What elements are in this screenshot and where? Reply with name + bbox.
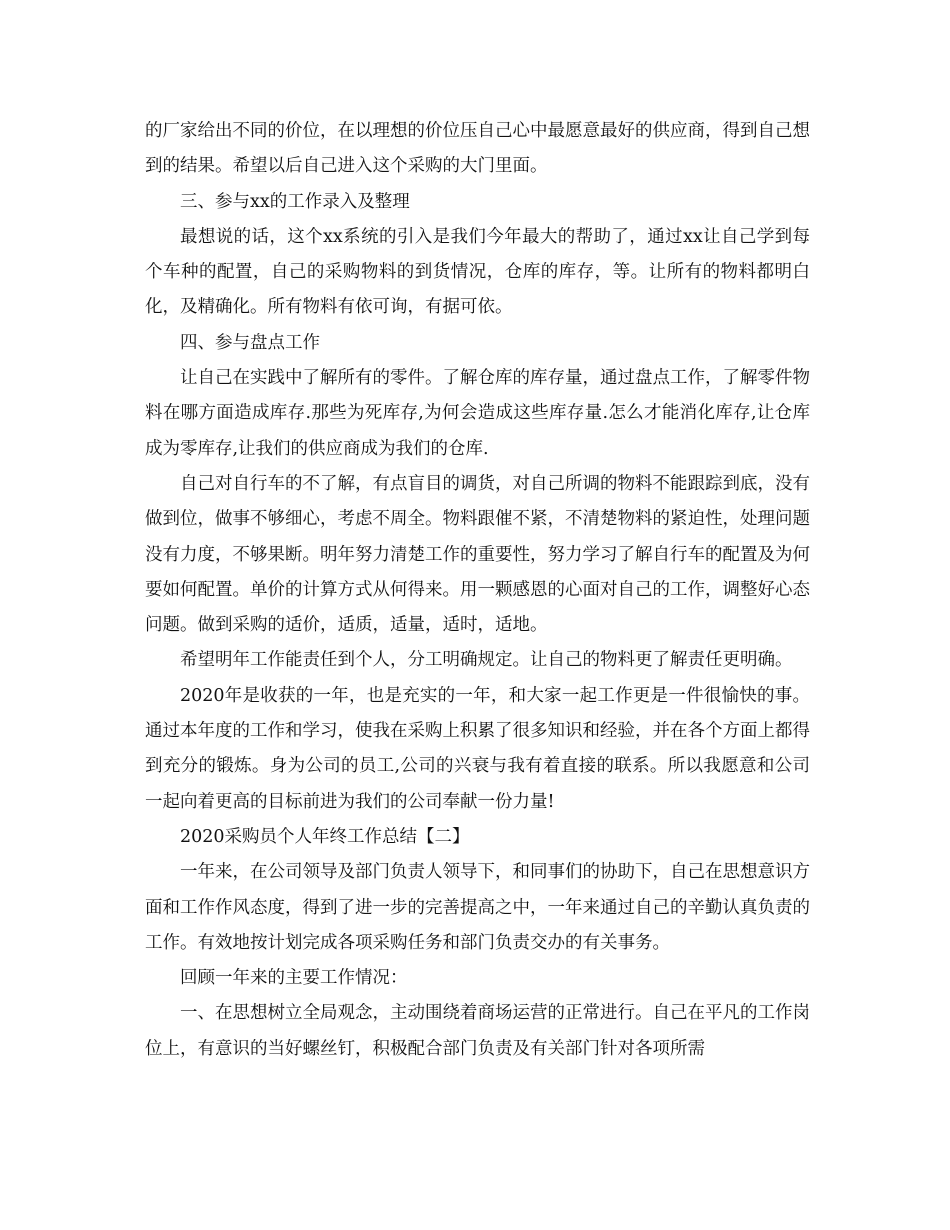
section-heading-4: 四、参与盘点工作	[180, 332, 320, 353]
document-subtitle: 2020采购员个人年终工作总结【二】	[180, 826, 470, 847]
paragraph-continuation: 的厂家给出不同的价位，在以理想的价位压自己心中最愿意最好的供应商，得到自己想到的结果。希望以后自己进入这个采购的大门里面。	[145, 121, 810, 177]
paragraph-section-3: 最想说的话，这个xx系统的引入是我们今年最大的帮助了，通过xx让自己学到每个车种的配置，自己的采购物料的到货情况，仓库的库存，等。让所有的物料都明白化，及精确化。所有物料有依可询，有据可依。	[145, 226, 810, 318]
paragraph-intro-2: 一年来，在公司领导及部门负责人领导下，和同事们的协助下，自己在思想意识方面和工作作风态度，得到了进一步的完善提高之中，一年来通过自己的辛勤认真负责的工作。有效地按计划完成各项采购任务和部门负责交办的有关事务。	[145, 862, 810, 953]
paragraph-review: 回顾一年来的主要工作情况：	[180, 968, 408, 989]
paragraph-section-4: 让自己在实践中了解所有的零件。了解仓库的库存量，通过盘点工作，了解零件物料在哪方面造成库存.那些为死库存,为何会造成这些库存量.怎么才能消化库存,让仓库成为零库存,让我们的供应商成为我们的仓库.	[145, 368, 810, 459]
paragraph-summary: 2020年是收获的一年，也是充实的一年，和大家一起工作更是一件很愉快的事。通过本年度的工作和学习，使我在采购上积累了很多知识和经验，并在各个方面上都得到充分的锻炼。身为公司的员工,公司的兴衰与我有着直接的联系。所以我愿意和公司一起向着更高的目标前进为我们的公司奉献一份力量!	[145, 685, 810, 812]
paragraph-shortcomings: 自己对自行车的不了解，有点盲目的调货，对自己所调的物料不能跟踪到底，没有做到位，做事不够细心，考虑不周全。物料跟催不紧，不清楚物料的紧迫性，处理问题没有力度，不够果断。明年努力清楚工作的重要性，努力学习了解自行车的配置及为何要如何配置。单价的计算方式从何得来。用一颗感恩的心面对自己的工作，调整好心态问题。做到采购的适价，适质，适量，适时，适地。	[145, 473, 810, 636]
paragraph-hope: 希望明年工作能责任到个人，分工明确规定。让自己的物料更了解责任更明确。	[180, 650, 793, 671]
paragraph-item-1: 一、在思想树立全局观念，主动围绕着商场运营的正常进行。自己在平凡的工作岗位上，有意识的当好螺丝钉，积极配合部门负责及有关部门针对各项所需	[145, 1003, 810, 1059]
document-body	[145, 114, 810, 1067]
section-heading-3: 三、参与xx的工作录入及整理	[180, 191, 410, 212]
